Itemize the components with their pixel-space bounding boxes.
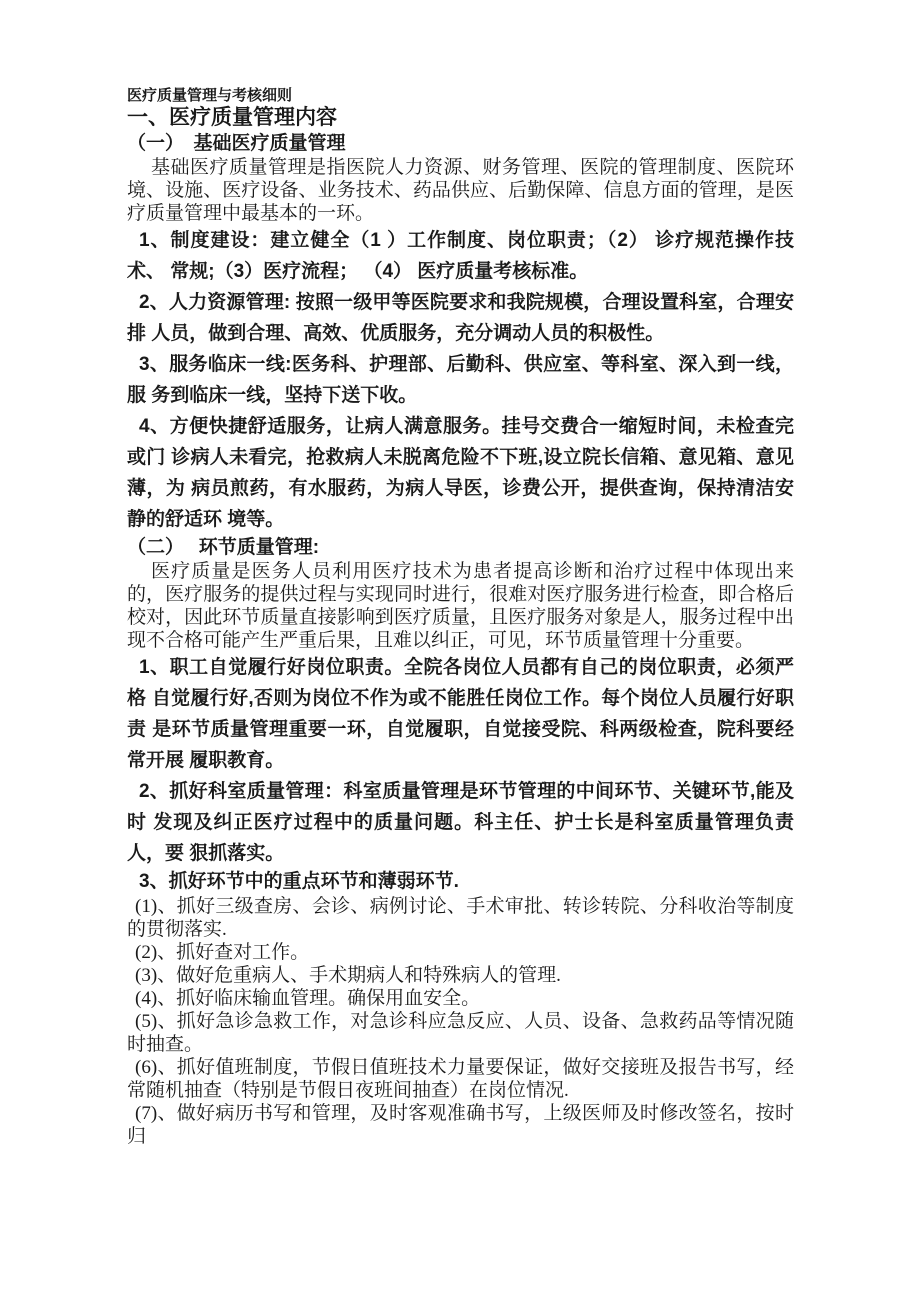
section-2-subitem-6: (6)、抓好值班制度，节假日值班技术力量要保证，做好交接班及报告书写，经常随机抽查（特别是节假日夜班间抽查）在岗位情况.: [127, 1057, 794, 1101]
section-1-intro-paragraph: 基础医疗质量管理是指医院人力资源、财务管理、医院的管理制度、医院环境、设施、医疗设备、业务技术、药品供应、后勤保障、信息方面的管理，是医疗质量管理中最基本的一环。: [127, 157, 794, 224]
main-heading: 一、医疗质量管理内容: [127, 106, 337, 129]
section-2-subitem-3: (3)、做好危重病人、手术期病人和特殊病人的管理.: [135, 965, 561, 986]
section-2-item-2: 2、抓好科室质量管理：科室质量管理是环节管理的中间环节、关键环节,能及时 发现及纠正医疗过程中的质量问题。科主任、护士长是科室质量管理负责人，要 狠抓落实。: [127, 781, 794, 864]
section-2-subitem-4: (4)、抓好临床输血管理。确保用血安全。: [135, 988, 481, 1009]
section-1-item-4: 4、方便快捷舒适服务，让病人满意服务。挂号交费合一缩短时间，未检查完或门 诊病人未看完，抢救病人未脱离危险不下班,设立院长信箱、意见箱、意见薄，为 病员煎药，有水服药，为病人导医，诊费公开，提供查询，保持清洁安静的舒适环 境等。: [127, 416, 794, 530]
section-2-intro-paragraph: 医疗质量是医务人员利用医疗技术为患者提高诊断和治疗过程中体现出来 的，医疗服务的提供过程与实现同时进行，很难对医疗服务进行检查，即合格后校对，因此环节质量直接影响到医疗质量，且医疗服务对象是人，服务过程中出现不合格可能产生严重后果，且难以纠正，可见，环节质量管理十分重要。: [127, 561, 794, 651]
document-content: [127, 86, 794, 1148]
section-2-subitem-5: (5)、抓好急诊急救工作，对急诊科应急反应、人员、设备、急救药品等情况随 时抽查。: [127, 1011, 794, 1055]
section-2-subitem-1: (1)、抓好三级查房、会诊、病例讨论、手术审批、转诊转院、分科收治等制度的贯彻落实.: [127, 896, 794, 940]
section-2-subitem-2: (2)、抓好查对工作。: [135, 942, 310, 963]
subsection-1-heading: （一） 基础医疗质量管理: [127, 133, 346, 154]
section-1-item-2: 2、人力资源管理: 按照一级甲等医院要求和我院规模，合理设置科室，合理安排 人员，做到合理、高效、优质服务，充分调动人员的积极性。: [127, 292, 794, 344]
document-title: 医疗质量管理与考核细则: [127, 87, 293, 104]
section-2-item-3: 3、抓好环节中的重点环节和薄弱环节.: [139, 871, 459, 892]
section-2-item-1: 1、职工自觉履行好岗位职责。全院各岗位人员都有自己的岗位职责，必须严格 自觉履行好,否则为岗位不作为或不能胜任岗位工作。每个岗位人员履行好职责 是环节质量管理重要一环，自觉履职，自觉接受院、科两级检查，院科要经常开展 履职教育。: [127, 657, 794, 771]
subsection-2-heading: （二） 环节质量管理:: [127, 537, 320, 558]
section-2-subitem-7: (7)、做好病历书写和管理，及时客观准确书写，上级医师及时修改签名，按时归: [127, 1103, 794, 1147]
section-1-item-3: 3、服务临床一线:医务科、护理部、后勤科、供应室、等科室、深入到一线，服 务到临床一线，坚持下送下收。: [127, 354, 794, 406]
section-1-item-1: 1、制度建设：建立健全（1 ）工作制度、岗位职责；（2） 诊疗规范操作技术、 常规;（3）医疗流程； （4） 医疗质量考核标准。: [127, 230, 794, 282]
